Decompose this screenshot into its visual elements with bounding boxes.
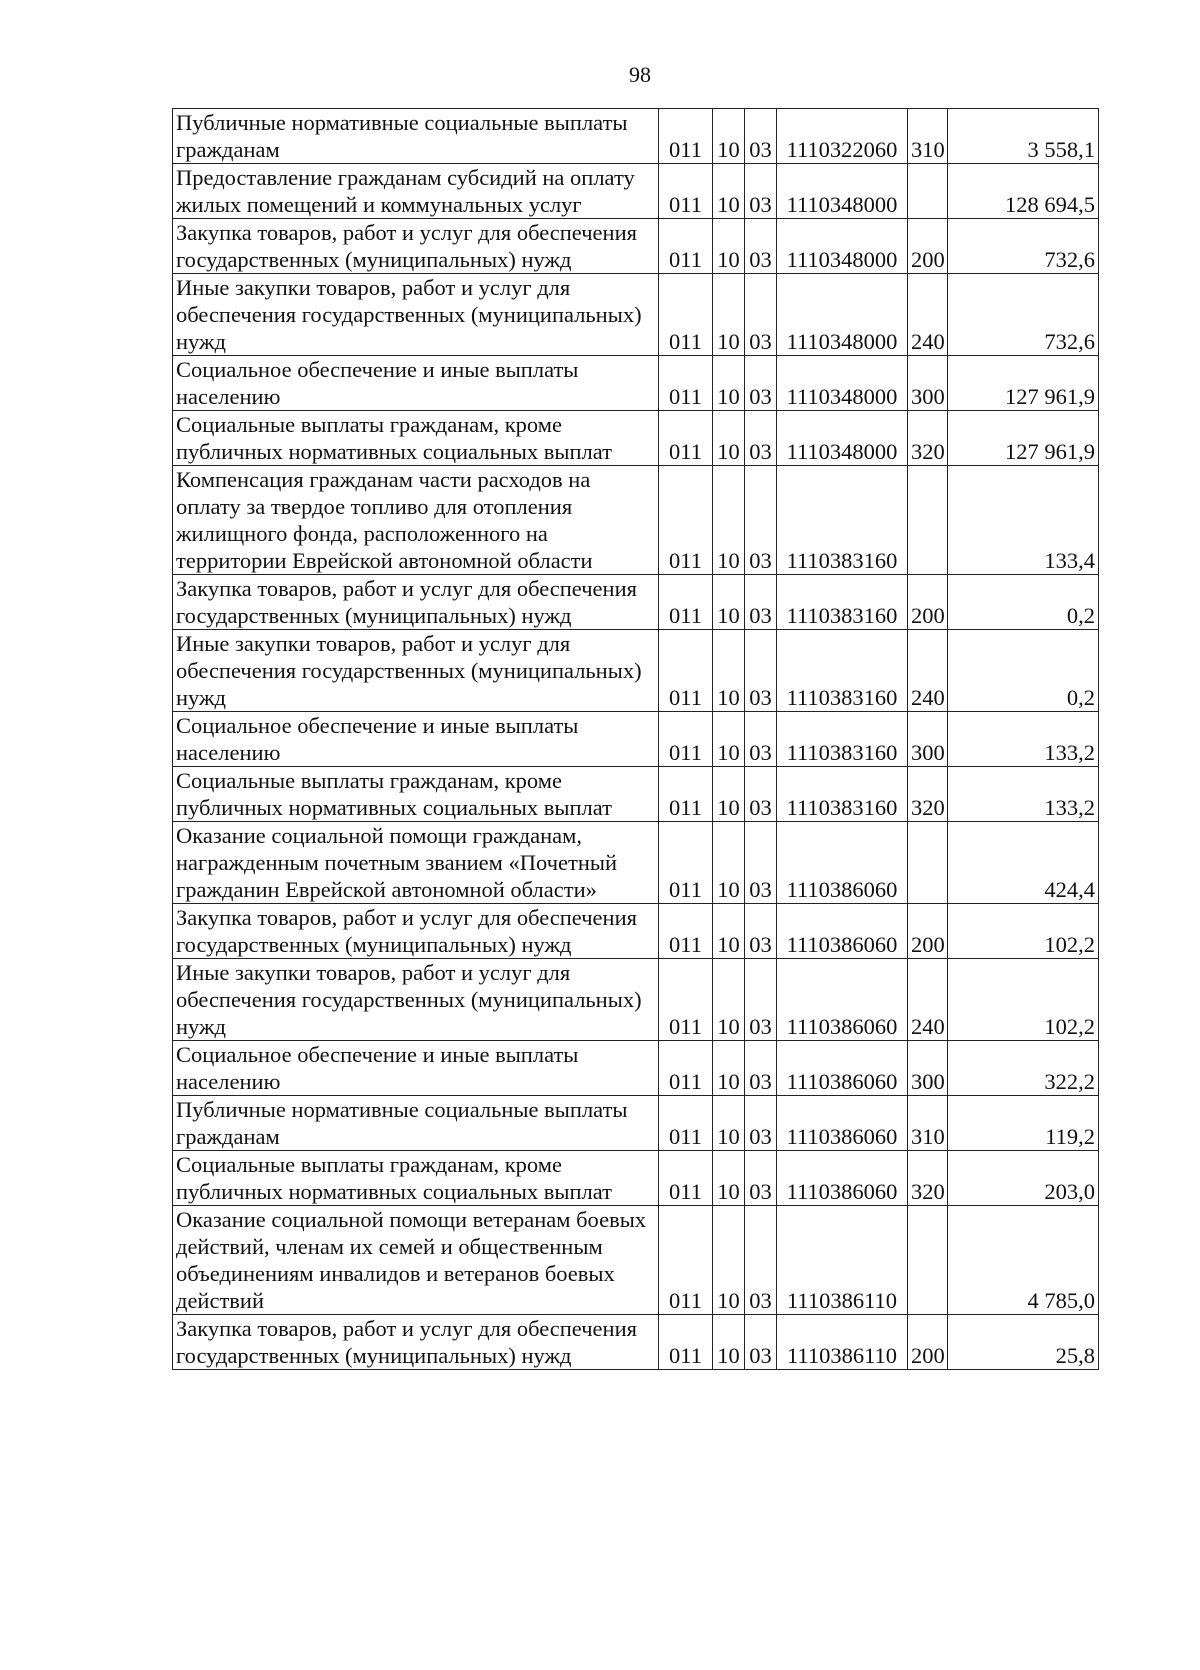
- subsection-code-cell: 03: [745, 1151, 777, 1206]
- subsection-code-cell: 03: [745, 630, 777, 712]
- target-article-cell: 1110386060: [777, 1151, 908, 1206]
- item-name-cell: Закупка товаров, работ и услуг для обеспечения государственных (муниципальных) нужд: [173, 219, 659, 274]
- subsection-code-cell: 03: [745, 712, 777, 767]
- section-code-cell: 10: [713, 1206, 745, 1315]
- target-article-cell: 1110386060: [777, 1041, 908, 1096]
- subsection-code-cell: 03: [745, 411, 777, 466]
- expense-type-cell: 300: [908, 356, 948, 411]
- budget-table: [172, 108, 1099, 1370]
- table-row: [173, 466, 1099, 575]
- admin-code-cell: 011: [659, 712, 713, 767]
- expense-type-cell: [908, 466, 948, 575]
- amount-cell: 133,2: [948, 712, 1099, 767]
- table-row: [173, 1096, 1099, 1151]
- target-article-cell: 1110348000: [777, 219, 908, 274]
- amount-cell: 732,6: [948, 219, 1099, 274]
- section-code-cell: 10: [713, 1315, 745, 1370]
- admin-code-cell: 011: [659, 1041, 713, 1096]
- amount-cell: 119,2: [948, 1096, 1099, 1151]
- subsection-code-cell: 03: [745, 219, 777, 274]
- budget-table-body: [173, 109, 1099, 1370]
- table-row: [173, 630, 1099, 712]
- table-row: [173, 767, 1099, 822]
- subsection-code-cell: 03: [745, 1041, 777, 1096]
- section-code-cell: 10: [713, 959, 745, 1041]
- admin-code-cell: 011: [659, 767, 713, 822]
- amount-cell: 127 961,9: [948, 356, 1099, 411]
- subsection-code-cell: 03: [745, 1096, 777, 1151]
- table-row: [173, 1315, 1099, 1370]
- expense-type-cell: 300: [908, 712, 948, 767]
- item-name-cell: Предоставление гражданам субсидий на оплату жилых помещений и коммунальных услуг: [173, 164, 659, 219]
- admin-code-cell: 011: [659, 466, 713, 575]
- table-row: [173, 959, 1099, 1041]
- expense-type-cell: 310: [908, 109, 948, 164]
- section-code-cell: 10: [713, 904, 745, 959]
- amount-cell: 25,8: [948, 1315, 1099, 1370]
- target-article-cell: 1110386060: [777, 822, 908, 904]
- target-article-cell: 1110386110: [777, 1315, 908, 1370]
- target-article-cell: 1110386110: [777, 1206, 908, 1315]
- item-name-cell: Оказание социальной помощи ветеранам боевых действий, членам их семей и общественным объединениям инвалидов и ветеранов боевых действий: [173, 1206, 659, 1315]
- item-name-cell: Социальные выплаты гражданам, кроме публичных нормативных социальных выплат: [173, 411, 659, 466]
- amount-cell: 102,2: [948, 904, 1099, 959]
- target-article-cell: 1110348000: [777, 164, 908, 219]
- section-code-cell: 10: [713, 466, 745, 575]
- subsection-code-cell: 03: [745, 575, 777, 630]
- target-article-cell: 1110383160: [777, 712, 908, 767]
- expense-type-cell: 240: [908, 630, 948, 712]
- subsection-code-cell: 03: [745, 904, 777, 959]
- table-row: [173, 274, 1099, 356]
- item-name-cell: Социальные выплаты гражданам, кроме публичных нормативных социальных выплат: [173, 767, 659, 822]
- admin-code-cell: 011: [659, 356, 713, 411]
- item-name-cell: Публичные нормативные социальные выплаты гражданам: [173, 109, 659, 164]
- item-name-cell: Закупка товаров, работ и услуг для обеспечения государственных (муниципальных) нужд: [173, 1315, 659, 1370]
- section-code-cell: 10: [713, 164, 745, 219]
- amount-cell: 133,2: [948, 767, 1099, 822]
- expense-type-cell: [908, 164, 948, 219]
- amount-cell: 133,4: [948, 466, 1099, 575]
- section-code-cell: 10: [713, 1041, 745, 1096]
- admin-code-cell: 011: [659, 1206, 713, 1315]
- expense-type-cell: 310: [908, 1096, 948, 1151]
- amount-cell: 3 558,1: [948, 109, 1099, 164]
- section-code-cell: 10: [713, 822, 745, 904]
- item-name-cell: Закупка товаров, работ и услуг для обеспечения государственных (муниципальных) нужд: [173, 575, 659, 630]
- table-row: [173, 1206, 1099, 1315]
- table-row: [173, 1041, 1099, 1096]
- table-row: [173, 411, 1099, 466]
- item-name-cell: Иные закупки товаров, работ и услуг для обеспечения государственных (муниципальных) нужд: [173, 959, 659, 1041]
- section-code-cell: 10: [713, 712, 745, 767]
- section-code-cell: 10: [713, 219, 745, 274]
- target-article-cell: 1110348000: [777, 411, 908, 466]
- subsection-code-cell: 03: [745, 164, 777, 219]
- target-article-cell: 1110383160: [777, 767, 908, 822]
- page-number: 98: [629, 62, 651, 87]
- admin-code-cell: 011: [659, 109, 713, 164]
- item-name-cell: Закупка товаров, работ и услуг для обеспечения государственных (муниципальных) нужд: [173, 904, 659, 959]
- item-name-cell: Иные закупки товаров, работ и услуг для обеспечения государственных (муниципальных) нужд: [173, 630, 659, 712]
- admin-code-cell: 011: [659, 1096, 713, 1151]
- subsection-code-cell: 03: [745, 1315, 777, 1370]
- admin-code-cell: 011: [659, 822, 713, 904]
- table-row: [173, 822, 1099, 904]
- amount-cell: 102,2: [948, 959, 1099, 1041]
- amount-cell: 732,6: [948, 274, 1099, 356]
- section-code-cell: 10: [713, 274, 745, 356]
- item-name-cell: Социальные выплаты гражданам, кроме публичных нормативных социальных выплат: [173, 1151, 659, 1206]
- amount-cell: 203,0: [948, 1151, 1099, 1206]
- admin-code-cell: 011: [659, 1315, 713, 1370]
- section-code-cell: 10: [713, 411, 745, 466]
- amount-cell: 0,2: [948, 630, 1099, 712]
- item-name-cell: Компенсация гражданам части расходов на оплату за твердое топливо для отопления жилищного фонда, расположенного на территории Еврейской автономной области: [173, 466, 659, 575]
- item-name-cell: Социальное обеспечение и иные выплаты населению: [173, 1041, 659, 1096]
- admin-code-cell: 011: [659, 959, 713, 1041]
- table-row: [173, 712, 1099, 767]
- admin-code-cell: 011: [659, 274, 713, 356]
- section-code-cell: 10: [713, 1151, 745, 1206]
- item-name-cell: Социальное обеспечение и иные выплаты населению: [173, 356, 659, 411]
- subsection-code-cell: 03: [745, 109, 777, 164]
- table-row: [173, 219, 1099, 274]
- table-row: [173, 164, 1099, 219]
- expense-type-cell: 200: [908, 1315, 948, 1370]
- item-name-cell: Оказание социальной помощи гражданам, награжденным почетным званием «Почетный гражданин Еврейской автономной области»: [173, 822, 659, 904]
- expense-type-cell: 320: [908, 411, 948, 466]
- subsection-code-cell: 03: [745, 466, 777, 575]
- amount-cell: 0,2: [948, 575, 1099, 630]
- table-row: [173, 904, 1099, 959]
- expense-type-cell: 320: [908, 767, 948, 822]
- subsection-code-cell: 03: [745, 767, 777, 822]
- expense-type-cell: 200: [908, 575, 948, 630]
- target-article-cell: 1110383160: [777, 575, 908, 630]
- admin-code-cell: 011: [659, 164, 713, 219]
- table-row: [173, 1151, 1099, 1206]
- expense-type-cell: 240: [908, 274, 948, 356]
- target-article-cell: 1110383160: [777, 630, 908, 712]
- table-row: [173, 109, 1099, 164]
- item-name-cell: Публичные нормативные социальные выплаты гражданам: [173, 1096, 659, 1151]
- expense-type-cell: 240: [908, 959, 948, 1041]
- expense-type-cell: 300: [908, 1041, 948, 1096]
- target-article-cell: 1110348000: [777, 356, 908, 411]
- target-article-cell: 1110348000: [777, 274, 908, 356]
- item-name-cell: Социальное обеспечение и иные выплаты населению: [173, 712, 659, 767]
- item-name-cell: Иные закупки товаров, работ и услуг для обеспечения государственных (муниципальных) нужд: [173, 274, 659, 356]
- expense-type-cell: 200: [908, 219, 948, 274]
- admin-code-cell: 011: [659, 1151, 713, 1206]
- table-row: [173, 356, 1099, 411]
- admin-code-cell: 011: [659, 904, 713, 959]
- subsection-code-cell: 03: [745, 822, 777, 904]
- target-article-cell: 1110322060: [777, 109, 908, 164]
- amount-cell: 127 961,9: [948, 411, 1099, 466]
- target-article-cell: 1110386060: [777, 959, 908, 1041]
- section-code-cell: 10: [713, 630, 745, 712]
- section-code-cell: 10: [713, 109, 745, 164]
- table-row: [173, 575, 1099, 630]
- target-article-cell: 1110386060: [777, 1096, 908, 1151]
- amount-cell: 128 694,5: [948, 164, 1099, 219]
- section-code-cell: 10: [713, 767, 745, 822]
- admin-code-cell: 011: [659, 411, 713, 466]
- section-code-cell: 10: [713, 1096, 745, 1151]
- target-article-cell: 1110383160: [777, 466, 908, 575]
- admin-code-cell: 011: [659, 219, 713, 274]
- section-code-cell: 10: [713, 356, 745, 411]
- subsection-code-cell: 03: [745, 959, 777, 1041]
- subsection-code-cell: 03: [745, 1206, 777, 1315]
- amount-cell: 322,2: [948, 1041, 1099, 1096]
- section-code-cell: 10: [713, 575, 745, 630]
- amount-cell: 424,4: [948, 822, 1099, 904]
- target-article-cell: 1110386060: [777, 904, 908, 959]
- expense-type-cell: 320: [908, 1151, 948, 1206]
- amount-cell: 4 785,0: [948, 1206, 1099, 1315]
- admin-code-cell: 011: [659, 630, 713, 712]
- expense-type-cell: [908, 822, 948, 904]
- admin-code-cell: 011: [659, 575, 713, 630]
- subsection-code-cell: 03: [745, 274, 777, 356]
- expense-type-cell: 200: [908, 904, 948, 959]
- subsection-code-cell: 03: [745, 356, 777, 411]
- expense-type-cell: [908, 1206, 948, 1315]
